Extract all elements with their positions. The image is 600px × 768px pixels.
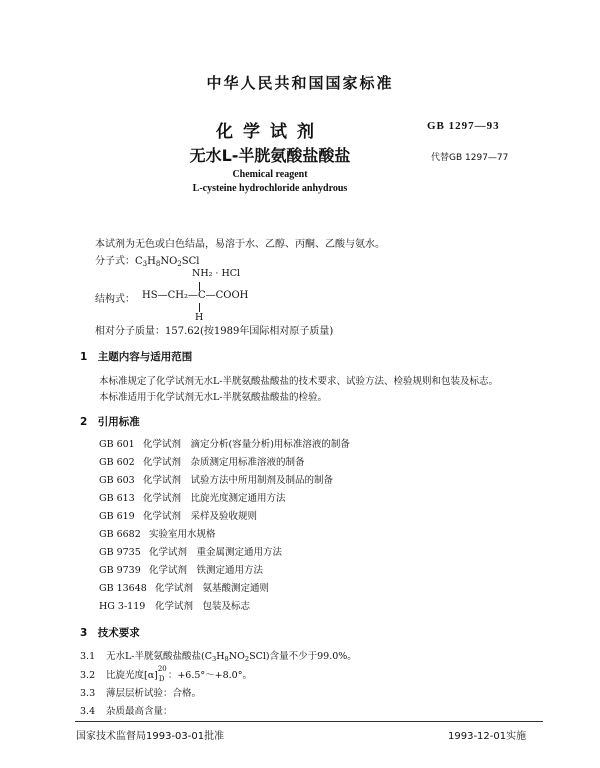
title-chinese-line1: 化学试剂	[216, 122, 324, 142]
mf-h-sub: 8	[155, 260, 161, 268]
impurities-text: 杂质最高含量：	[106, 706, 173, 717]
reference-code: GB 9739	[99, 565, 141, 576]
title-english-line1: Chemical reagent	[232, 169, 308, 180]
req-content-end: SCl)含量不少于99.0%。	[249, 651, 357, 662]
structure-main-chain: HS—CH₂—C—COOH	[142, 290, 249, 301]
structure-top-group: NH₂ · HCl	[192, 268, 241, 279]
requirement-content-text: 无水L-半胱氨酸盐酸盐(C	[106, 651, 212, 662]
reference-code: GB 13648	[99, 583, 147, 594]
requirement-optical-rotation	[80, 667, 252, 681]
reference-item	[99, 544, 282, 558]
reference-item	[99, 598, 250, 612]
effective-date: 1993-12-01实施	[448, 731, 527, 742]
structure-bottom-atom: H	[195, 312, 204, 323]
section1-paragraph2: 本标准适用于化学试剂无水L-半胱氨酸盐酸盐的检验。	[99, 392, 328, 403]
reference-item	[99, 508, 257, 522]
reference-title: 化学试剂 采样及验收规则	[143, 511, 258, 522]
title-chinese-line2: 无水L-半胱氨酸盐酸盐	[189, 146, 351, 165]
approval-statement: 国家技术监督局1993-03-01批准	[76, 731, 225, 742]
molecular-formula-label: 分子式：	[95, 256, 135, 267]
requirement-number: 3.1	[80, 651, 96, 662]
reference-code: GB 602	[99, 457, 135, 468]
rotation-temp: 20	[157, 665, 167, 673]
mf-h: H	[147, 256, 156, 267]
reference-item	[99, 526, 216, 540]
reference-item	[99, 580, 269, 594]
section2-heading: 2 引用标准	[80, 416, 140, 428]
rotation-range: ：+6.5°～+8.0°。	[167, 670, 252, 681]
reference-code: GB 603	[99, 475, 135, 486]
reference-code: HG 3-119	[99, 601, 146, 612]
requirement-number: 3.4	[80, 706, 96, 717]
reference-title: 化学试剂 杂质测定用标准溶液的制备	[143, 457, 305, 468]
section1-heading: 1 主题内容与适用范围	[80, 351, 193, 363]
section1-paragraph1: 本标准规定了化学试剂无水L-半胱氨酸盐酸盐的技术要求、试验方法、检验规则和包装及标志。	[99, 376, 499, 387]
reference-code: GB 6682	[99, 529, 141, 540]
replaces-standard: 代替GB 1297—77	[431, 153, 509, 163]
rotation-d-line: D	[158, 675, 165, 683]
reference-title: 化学试剂 包装及标志	[155, 601, 251, 612]
req-no: NO	[228, 651, 245, 662]
reference-item	[99, 454, 305, 468]
section3-heading: 3 技术要求	[80, 627, 140, 639]
authority-title: 中华人民共和国国家标准	[206, 74, 394, 92]
mf-scl: SCl	[181, 256, 200, 267]
req-sub-c: 3	[212, 655, 217, 663]
reference-title: 化学试剂 滴定分析(容量分析)用标准溶液的制备	[143, 439, 350, 450]
reference-title: 实验室用水规格	[149, 529, 216, 540]
reference-item	[99, 562, 263, 576]
reference-item	[99, 472, 333, 486]
reference-title: 化学试剂 比旋光度测定通用方法	[143, 493, 286, 504]
reference-code: GB 9735	[99, 547, 141, 558]
molecular-mass: 相对分子质量：157.62(按1989年国际相对原子质量)	[95, 326, 334, 337]
req-h: H	[216, 651, 225, 662]
reference-code: GB 601	[99, 439, 135, 450]
rotation-label: 比旋光度[α]	[106, 670, 158, 681]
reagent-description: 本试剂为无色或白色结晶，易溶于水、乙醇、丙酮、乙酸与氨水。	[95, 239, 385, 250]
req-sub-h: 8	[224, 655, 229, 663]
reference-item	[99, 436, 350, 450]
title-english-line2: L-cysteine hydrochloride anhydrous	[192, 183, 348, 194]
reference-code: GB 619	[99, 511, 135, 522]
mf-c: C	[135, 256, 143, 267]
requirement-impurities	[80, 703, 173, 717]
molecular-formula	[95, 252, 199, 267]
structure-label: 结构式：	[95, 294, 135, 305]
standard-number: GB 1297—93	[427, 120, 500, 132]
requirement-tlc	[80, 685, 201, 699]
reference-title: 化学试剂 铁测定通用方法	[149, 565, 264, 576]
reference-title: 化学试剂 氨基酸测定通则	[155, 583, 270, 594]
requirement-number: 3.3	[80, 688, 96, 699]
structure-bond-bottom	[199, 303, 200, 312]
mf-no: NO	[160, 256, 178, 267]
reference-code: GB 613	[99, 493, 135, 504]
requirement-number: 3.2	[80, 670, 96, 681]
reference-item	[99, 490, 286, 504]
footer-divider	[75, 721, 543, 722]
mf-c-sub: 3	[142, 260, 148, 268]
tlc-text: 薄层层析试验：合格。	[106, 688, 202, 699]
reference-title: 化学试剂 重金属测定通用方法	[149, 547, 283, 558]
req-sub-no: 2	[244, 655, 250, 663]
reference-title: 化学试剂 试验方法中所用制剂及制品的制备	[143, 475, 334, 486]
requirement-content	[80, 648, 357, 662]
mf-no-sub: 2	[177, 260, 182, 268]
rotation-sup-sub	[157, 665, 168, 683]
